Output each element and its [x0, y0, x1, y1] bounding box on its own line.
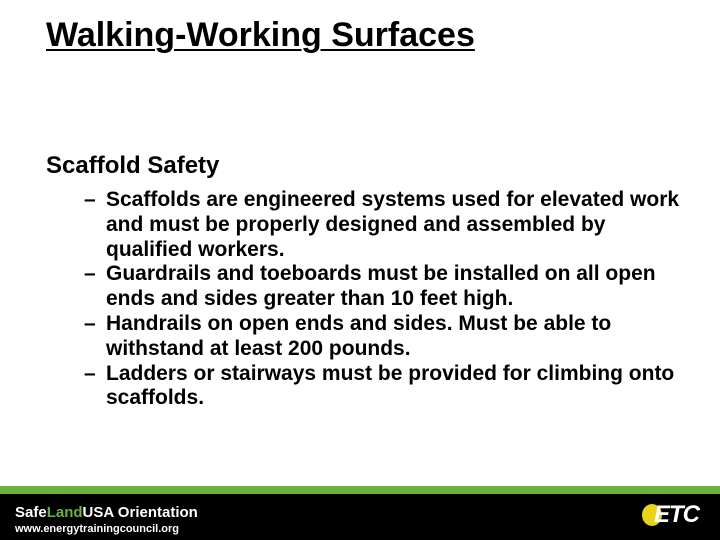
- bullet-item: [84, 312, 696, 362]
- slide-body: [46, 150, 696, 411]
- bullet-item: [84, 188, 696, 262]
- slide-title: Walking-Working Surfaces: [46, 16, 475, 54]
- brand-usa-orientation: USA Orientation: [82, 504, 198, 521]
- bullet-text: Ladders or stairways must be provided for climbing onto scaffolds.: [106, 361, 675, 410]
- section-heading: Scaffold Safety: [46, 152, 220, 179]
- bullet-item: [84, 362, 696, 412]
- bullet-dash: –: [84, 188, 96, 211]
- etc-logo: [642, 502, 712, 534]
- footer-brand: [15, 504, 198, 521]
- footer-accent-stripe: [0, 486, 720, 494]
- brand-safe: Safe: [15, 504, 47, 521]
- footer-url: www.energytrainingcouncil.org: [15, 523, 180, 535]
- brand-land: Land: [46, 504, 83, 521]
- logo-text: ETC: [654, 501, 699, 528]
- bullet-dash: –: [84, 361, 96, 385]
- bullet-text: Scaffolds are engineered systems used for elevated work and must be properly designed and assembled by qualified workers.: [106, 188, 680, 261]
- bullet-item: [84, 262, 696, 312]
- bullet-text: Guardrails and toeboards must be installed on all open ends and sides greater than 10 feet high.: [106, 262, 656, 311]
- bullet-dash: –: [84, 311, 96, 335]
- footer-bar: [0, 494, 720, 540]
- bullet-list: [46, 188, 696, 411]
- bullet-dash: –: [84, 262, 96, 286]
- bullet-text: Handrails on open ends and sides. Must be able to withstand at least 200 pounds.: [106, 311, 612, 360]
